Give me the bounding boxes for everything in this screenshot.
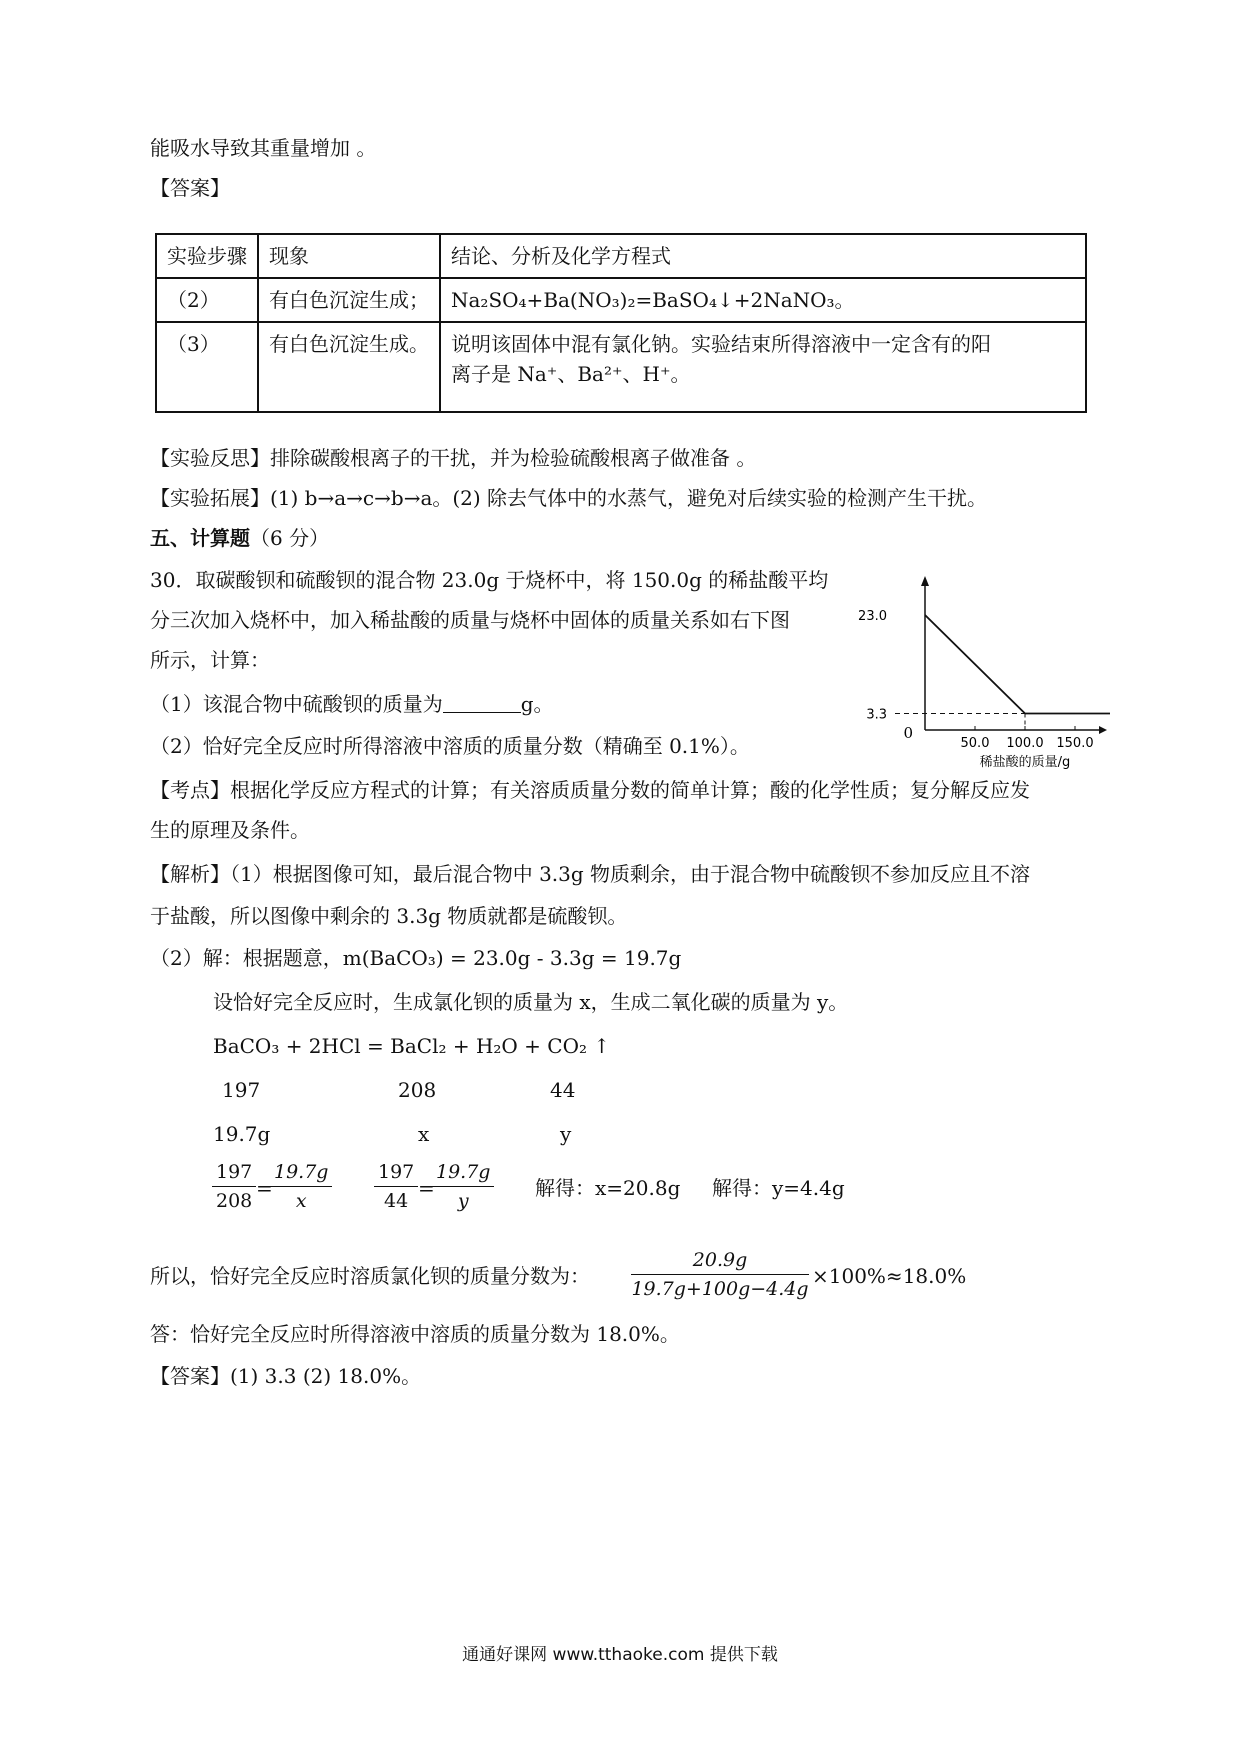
equals-sign: = [418, 1176, 435, 1200]
x-axis-label: 稀盐酸的质量/g [979, 755, 1071, 770]
equals-sign: = [256, 1176, 273, 1200]
header-conclusion: 结论、分析及化学方程式 [440, 234, 1086, 278]
origin-label: 0 [903, 724, 913, 742]
phenomenon-cell: 有白色沉淀生成； [258, 278, 440, 322]
series-line [925, 615, 1075, 714]
fraction-3 [374, 1160, 418, 1213]
section-points: （6 分） [250, 526, 330, 550]
molar-mass-bacl2: 208 [398, 1078, 437, 1102]
answer-tag: 【答案】 [150, 176, 230, 200]
answer-statement: 答：恰好完全反应时所得溶液中溶质的质量分数为 18.0%。 [150, 1322, 680, 1346]
kaodian-line-2: 生的原理及条件。 [150, 818, 310, 842]
section-title: 五、计算题 [150, 526, 250, 550]
therefore-suffix: ×100%≈18.0% [812, 1264, 967, 1288]
reflection-line: 【实验反思】排除碳酸根离子的干扰，并为检验硫酸根离子做准备 。 [150, 446, 757, 470]
x-tick-label: 100.0 [1006, 736, 1044, 751]
fraction-2-den: x [295, 1190, 307, 1212]
fraction-5 [630, 1248, 810, 1301]
final-answer: 【答案】(1) 3.3 (2) 18.0%。 [150, 1364, 422, 1388]
fraction-2-num: 19.7g [270, 1160, 332, 1187]
answer-table [155, 233, 1087, 413]
kaodian-line-1: 【考点】根据化学反应方程式的计算；有关溶质质量分数的简单计算；酸的化学性质；复分解反应发 [150, 778, 1030, 802]
conclusion-line-2: 离子是 Na⁺、Ba²⁺、H⁺。 [451, 362, 691, 386]
step-cell: （3） [156, 322, 258, 412]
table-row [156, 278, 1086, 322]
fraction-4-num: 19.7g [432, 1160, 494, 1187]
conclusion-line-1: 说明该固体中混有氯化钠。实验结束所得溶液中一定含有的阳 [451, 332, 991, 356]
therefore-prefix: 所以，恰好完全反应时溶质氯化钡的质量分数为： [150, 1264, 590, 1288]
fraction-4 [432, 1160, 494, 1213]
y-tick-label: 23.0 [858, 609, 887, 624]
fraction-1-num: 197 [212, 1160, 256, 1187]
question-line-3: 所示，计算： [150, 648, 270, 672]
sub-question-1 [150, 690, 554, 718]
answer-blank [443, 690, 521, 713]
actual-baco3: 19.7g [213, 1122, 271, 1146]
solution-line-2: 设恰好完全反应时，生成氯化钡的质量为 x，生成二氧化碳的质量为 y。 [213, 990, 849, 1014]
actual-y: y [560, 1122, 572, 1146]
molar-mass-co2: 44 [550, 1078, 576, 1102]
solve-x: 解得：x=20.8g [535, 1176, 681, 1200]
table-header-row [156, 234, 1086, 278]
question-line-2: 分三次加入烧杯中，加入稀盐酸的质量与烧杯中固体的质量关系如右下图 [150, 608, 790, 632]
solution-line-1: （2）解：根据题意，m(BaCO₃) = 23.0g - 3.3g = 19.7g [150, 946, 682, 970]
fraction-3-num: 197 [374, 1160, 418, 1187]
x-tick-label: 150.0 [1056, 736, 1094, 751]
actual-x: x [418, 1122, 430, 1146]
table-row [156, 322, 1086, 412]
fraction-1-den: 208 [216, 1190, 253, 1212]
fraction-5-den: 19.7g+100g−4.4g [631, 1278, 809, 1300]
conclusion-cell: Na₂SO₄+Ba(NO₃)₂=BaSO₄↓+2NaNO₃。 [440, 278, 1086, 322]
header-phenomenon: 现象 [258, 234, 440, 278]
molar-mass-baco3: 197 [222, 1078, 261, 1102]
sub-question-2: （2）恰好完全反应时所得溶液中溶质的质量分数（精确至 0.1%）。 [150, 734, 750, 758]
extension-line: 【实验拓展】(1) b→a→c→b→a。(2) 除去气体中的水蒸气，避免对后续实验的检测产生干扰。 [150, 486, 988, 510]
jiexi-line-1: 【解析】（1）根据图像可知，最后混合物中 3.3g 物质剩余，由于混合物中硫酸钡不参加反应且不溶 [150, 862, 1031, 886]
step-cell: （2） [156, 278, 258, 322]
question-line-1: 30．取碳酸钡和硫酸钡的混合物 23.0g 于烧杯中，将 150.0g 的稀盐酸平均 [150, 568, 829, 592]
conclusion-cell [440, 322, 1086, 412]
fraction-2 [270, 1160, 332, 1213]
y-axis-arrow [921, 576, 929, 586]
fraction-3-den: 44 [384, 1190, 409, 1212]
header-step: 实验步骤 [156, 234, 258, 278]
jiexi-line-2: 于盐酸，所以图像中剩余的 3.3g 物质就都是硫酸钡。 [150, 904, 628, 928]
footer: 通通好课网 www.tthaoke.com 提供下载 [462, 1645, 778, 1665]
fraction-1 [212, 1160, 256, 1213]
chemical-equation: BaCO₃ + 2HCl = BaCl₂ + H₂O + CO₂ ↑ [213, 1034, 611, 1058]
phenomenon-cell: 有白色沉淀生成。 [258, 322, 440, 412]
x-tick-label: 50.0 [960, 736, 990, 751]
x-axis-arrow [1099, 726, 1107, 734]
solve-y: 解得：y=4.4g [712, 1176, 845, 1200]
intro-line: 能吸水导致其重量增加 。 [150, 136, 377, 160]
fraction-5-num: 20.9g [631, 1248, 809, 1275]
y-tick-label: 3.3 [866, 707, 887, 723]
fraction-4-den: y [457, 1190, 469, 1212]
sub-question-1-prefix: （1）该混合物中硫酸钡的质量为 [150, 692, 443, 716]
sub-question-1-suffix: g。 [520, 692, 554, 716]
section-heading [150, 524, 329, 552]
mass-graph [855, 570, 1115, 770]
